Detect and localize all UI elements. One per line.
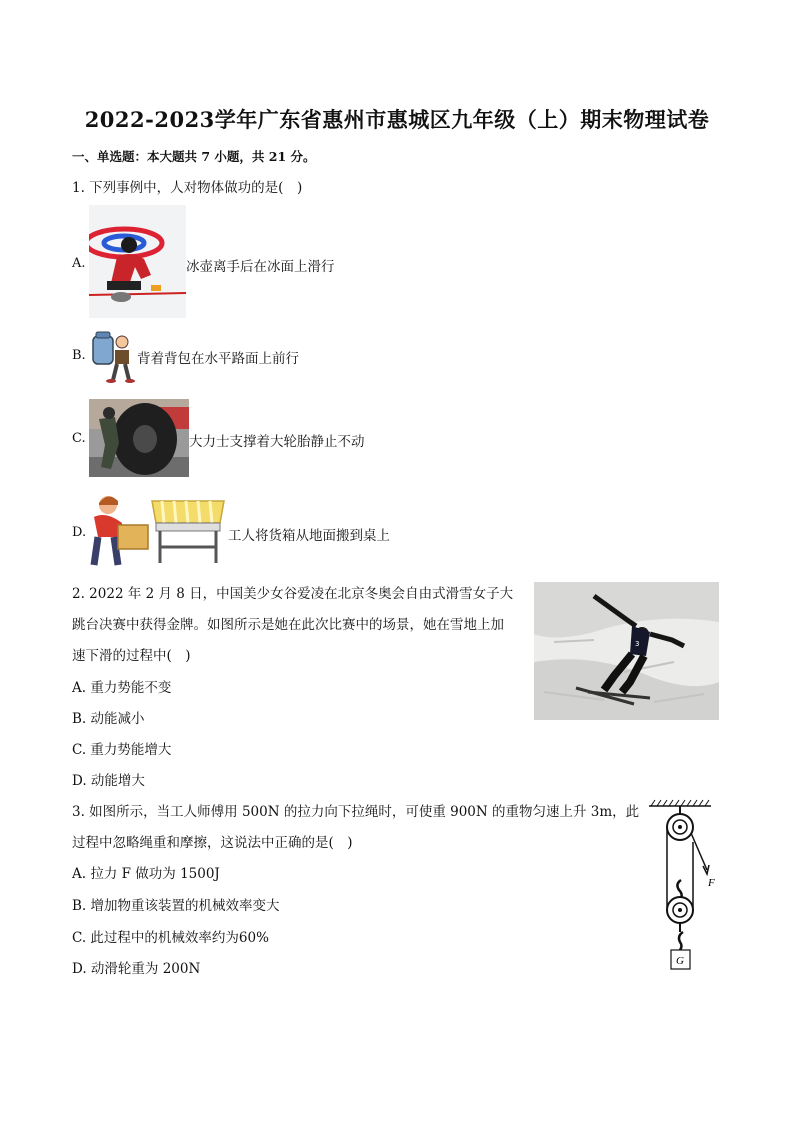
q2-stem-line-2: 跳台决赛中获得金牌。如图所示是她在此次比赛中的场景，她在雪地上加 [72, 617, 504, 633]
tire-photo [89, 399, 189, 477]
q3-option-a: A. 拉力 F 做功为 1500J [72, 866, 220, 882]
q3-option-c: C. 此过程中的机械效率约为60% [72, 930, 269, 946]
q1-option-c-text: 大力士支撑着大轮胎静止不动 [189, 434, 365, 450]
weight-label: G [676, 955, 684, 967]
page-title: 2022-2023学年广东省惠州市惠城区九年级（上）期末物理试卷 [84, 107, 710, 132]
q1-option-b-letter: B. [72, 348, 86, 363]
q2-option-d: D. 动能增大 [72, 773, 145, 789]
q1-option-c-letter: C. [72, 431, 86, 446]
svg-text:3: 3 [635, 640, 640, 648]
section-heading: 一、单选题：本大题共 7 小题，共 21 分。 [72, 149, 316, 164]
q1-option-d-text: 工人将货箱从地面搬到桌上 [228, 528, 390, 544]
q2-option-b: B. 动能减小 [72, 711, 145, 727]
q2-option-c: C. 重力势能增大 [72, 742, 172, 758]
pulley-diagram [645, 798, 725, 976]
q2-stem-line-3: 速下滑的过程中( ) [72, 648, 191, 664]
backpack-hiker-icon [89, 330, 137, 384]
q1-option-d-letter: D. [72, 525, 87, 540]
q3-option-d: D. 动滑轮重为 200N [72, 961, 201, 977]
skier-photo [534, 582, 719, 720]
q1-option-a-text: 冰壶离手后在冰面上滑行 [186, 259, 335, 275]
q1-stem: 1. 下列事例中，人对物体做功的是( ) [72, 180, 303, 196]
q3-option-b: B. 增加物重该装置的机械效率变大 [72, 898, 280, 914]
worker-box-table-icon [88, 493, 228, 567]
q3-stem-line-1: 3. 如图所示，当工人师傅用 500N 的拉力向下拉绳时，可使重 900N 的重物匀速上升 3m，此 [72, 804, 640, 820]
q2-option-a: A. 重力势能不变 [72, 680, 172, 696]
q1-option-b-text: 背着背包在水平路面上前行 [137, 351, 299, 367]
q1-option-a-letter: A. [72, 256, 86, 271]
pulley-diagram-svg [645, 798, 725, 976]
q2-stem-line-1: 2. 2022 年 2 月 8 日，中国美少女谷爱凌在北京冬奥会自由式滑雪女子大 [72, 586, 514, 602]
q3-stem-line-2: 过程中忽略绳重和摩擦，这说法中正确的是( ) [72, 835, 353, 851]
curling-photo [89, 205, 186, 318]
force-label: F [708, 877, 715, 889]
